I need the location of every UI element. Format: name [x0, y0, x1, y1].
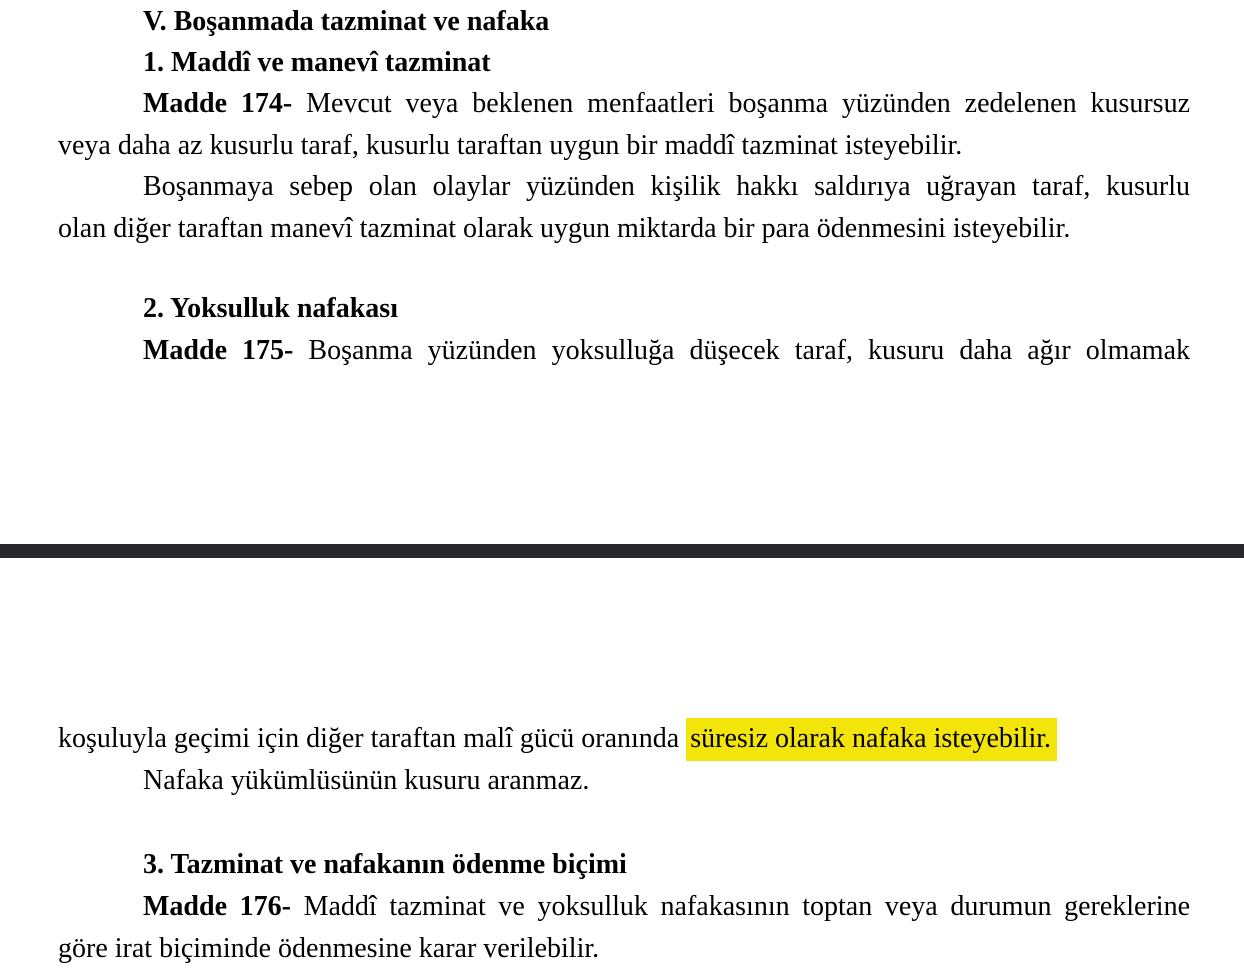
- highlighted-text: süresiz olarak nafaka isteyebilir.: [686, 718, 1057, 761]
- article-174-text: Mevcut veya beklenen menfaatleri boşanma yüzünden zedelenen kusursuz: [292, 88, 1190, 119]
- article-175-continuation-text: koşuluyla geçimi için diğer taraftan malî gücü oranında: [58, 723, 687, 754]
- article-174-paragraph-1-line-1: [58, 83, 1190, 125]
- section-heading-v: V. Boşanmada tazminat ve nafaka: [143, 6, 550, 37]
- article-174-paragraph-2-line-2: olan diğer taraftan manevî tazminat olarak uygun miktarda bir para ödenmesini isteyebilir.: [58, 213, 1071, 244]
- article-176-label: Madde 176-: [143, 891, 291, 922]
- article-174-label: Madde 174-: [143, 88, 293, 119]
- subsection-heading-2: 2. Yoksulluk nafakası: [143, 293, 398, 324]
- article-175-paragraph-1-line-2: [58, 718, 1190, 760]
- subsection-heading-1: 1. Maddî ve manevî tazminat: [143, 47, 491, 78]
- page-break-divider: [0, 544, 1244, 558]
- article-176-text: Maddî tazminat ve yoksulluk nafakasının toptan veya durumun gereklerine: [290, 891, 1191, 922]
- article-174-paragraph-2-line-1: Boşanmaya sebep olan olaylar yüzünden kişilik hakkı saldırıya uğrayan taraf, kusurlu: [143, 171, 1190, 202]
- article-175-paragraph-1-line-1: [58, 330, 1190, 372]
- article-175-label: Madde 175-: [143, 335, 294, 366]
- article-176-paragraph-1-line-1: [58, 886, 1190, 928]
- article-175-paragraph-2: Nafaka yükümlüsünün kusuru aranmaz.: [143, 765, 590, 796]
- article-176-paragraph-1-line-2: göre irat biçiminde ödenmesine karar verilebilir.: [58, 933, 600, 964]
- article-175-text: Boşanma yüzünden yoksulluğa düşecek taraf, kusuru daha ağır olmamak: [293, 335, 1190, 366]
- article-174-paragraph-1-line-2: veya daha az kusurlu taraf, kusurlu taraftan uygun bir maddî tazminat isteyebilir.: [58, 130, 963, 161]
- subsection-heading-3: 3. Tazminat ve nafakanın ödenme biçimi: [143, 849, 627, 880]
